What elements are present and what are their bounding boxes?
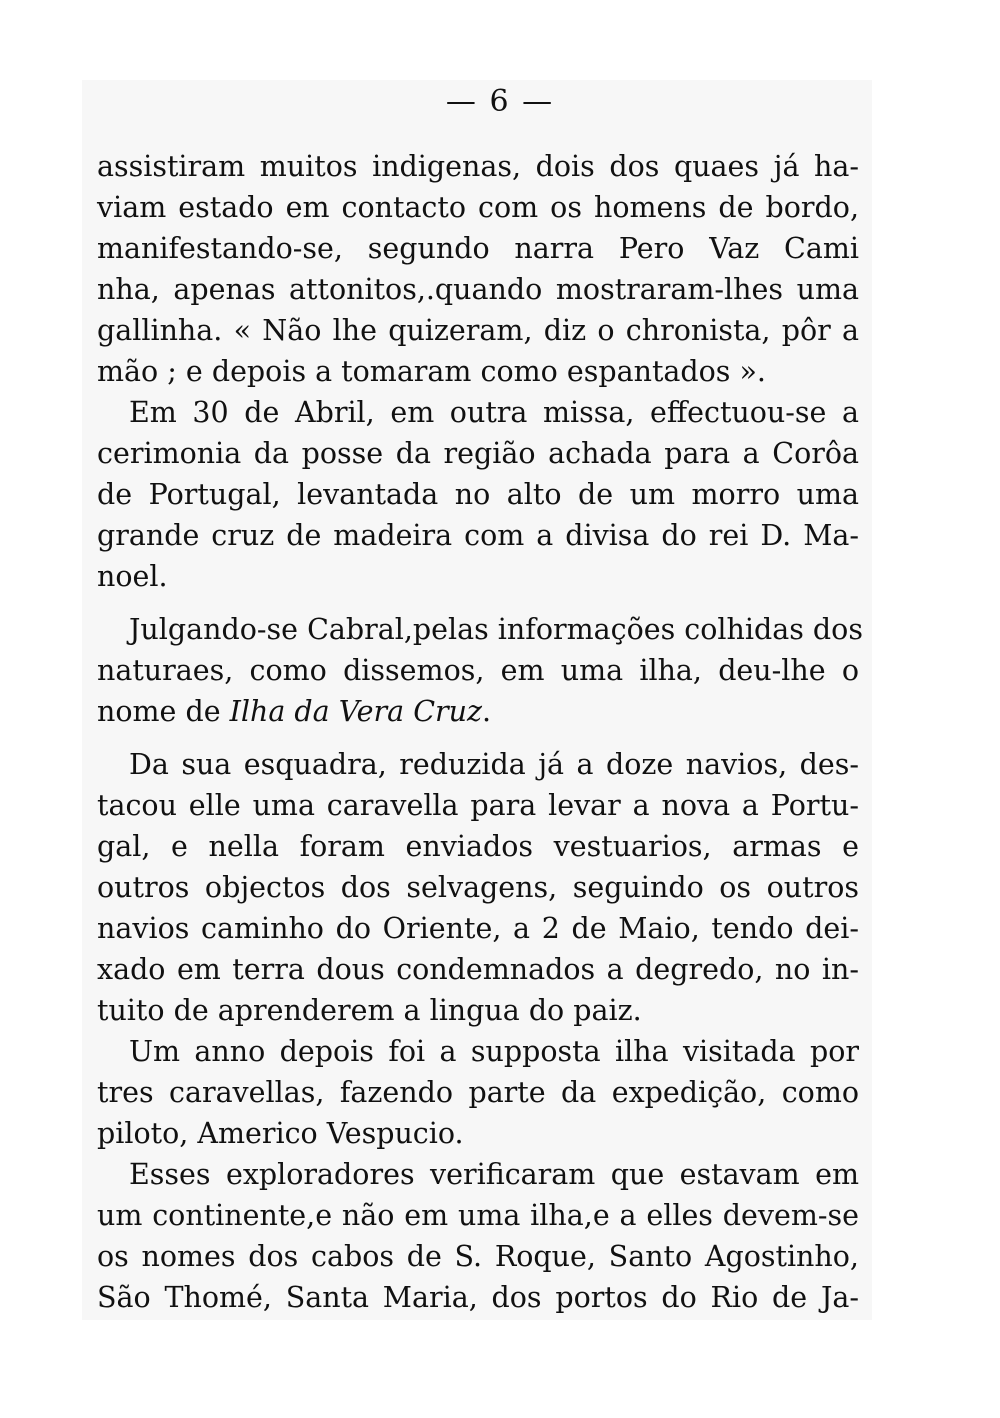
text-line: Esses exploradores verificaram que estavam em — [129, 1158, 859, 1191]
text-line — [97, 691, 859, 732]
text-line: tres caravellas, fazendo parte da expedição, como — [97, 1076, 859, 1109]
text-line: um continente,e não em uma ilha,e a elles devem-se — [97, 1199, 859, 1232]
text-line: São Thomé, Santa Maria, dos portos do Rio de Ja- — [97, 1281, 859, 1314]
text-line: os nomes dos cabos de S. Roque, Santo Agostinho, — [97, 1240, 859, 1273]
text-line: outros objectos dos selvagens, seguindo os outros — [97, 871, 859, 904]
text-line: viam estado em contacto com os homens de bordo, — [97, 191, 859, 224]
text-fragment: nome de — [97, 695, 230, 728]
paragraph — [97, 1154, 859, 1318]
text-line: gallinha. « Não lhe quizeram, diz o chronista, pôr a — [97, 314, 859, 347]
paragraph — [97, 392, 859, 597]
page-text-body — [97, 146, 863, 1318]
text-line: assistiram muitos indigenas, dois dos quaes já ha- — [97, 150, 859, 183]
paragraph — [97, 1031, 859, 1154]
text-line: Julgando-se Cabral,pelas informações colhidas dos — [129, 613, 863, 646]
paragraph — [97, 744, 859, 1031]
text-line: gal, e nella foram enviados vestuarios, armas e — [97, 830, 859, 863]
text-line: xado em terra dous condemnados a degredo, no in- — [97, 953, 859, 986]
text-line: Da sua esquadra, reduzida já a doze navios, des- — [129, 748, 859, 781]
text-fragment: . — [482, 695, 492, 728]
text-line: Em 30 de Abril, em outra missa, effectuou-se a — [129, 396, 859, 429]
text-line: piloto, Americo Vespucio. — [97, 1117, 464, 1150]
text-line: mão ; e depois a tomaram como espantados ». — [97, 355, 766, 388]
text-line: navios caminho do Oriente, a 2 de Maio, tendo dei- — [97, 912, 859, 945]
paragraph — [97, 609, 863, 732]
text-line: manifestando-se, segundo narra Pero Vaz Cami — [97, 232, 859, 265]
text-line: grande cruz de madeira com a divisa do rei D. Ma- — [97, 519, 859, 552]
text-line: de Portugal, levantada no alto de um morro uma — [97, 478, 859, 511]
italic-place-name: Ilha da Vera Cruz — [229, 695, 483, 728]
text-line: noel. — [97, 560, 168, 593]
text-line: Um anno depois foi a supposta ilha visitada por — [129, 1035, 859, 1068]
text-line: tacou elle uma caravella para levar a nova a Portu- — [97, 789, 859, 822]
page-number: — 6 — — [445, 84, 555, 119]
paragraph — [97, 146, 859, 392]
text-line: cerimonia da posse da região achada para a Corôa — [97, 437, 859, 470]
text-line: nha, apenas attonitos,.quando mostraram-lhes uma — [97, 273, 859, 306]
text-line: naturaes, como dissemos, em uma ilha, deu-lhe o — [97, 654, 859, 687]
text-line: tuito de aprenderem a lingua do paiz. — [97, 994, 642, 1027]
